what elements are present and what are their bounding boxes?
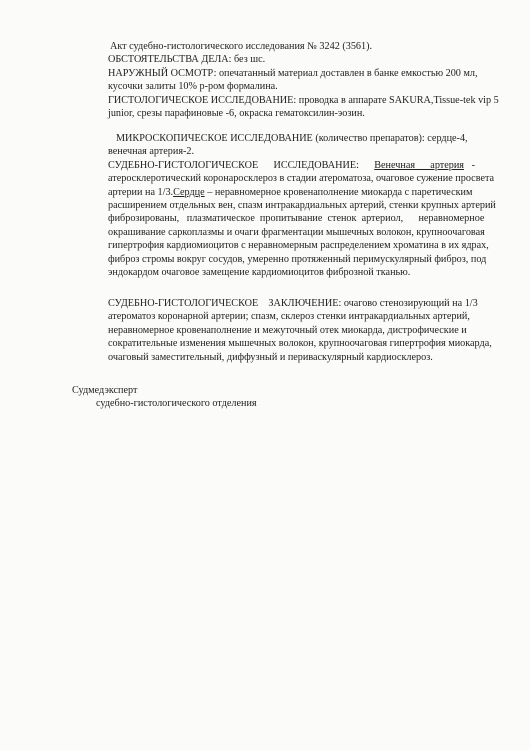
- heart-heading: Сердце: [173, 186, 205, 198]
- header-section: [108, 40, 524, 120]
- conclusion-line-2: атероматоз коронарной артерии; спазм, склероз стенки интракардиальных артерий,: [108, 311, 470, 323]
- coronary-artery-heading: Венечная артерия: [374, 159, 464, 171]
- act-title: Акт судебно-гистологического исследования № 3242 (3561).: [110, 41, 373, 52]
- microscopic-line-2: венечная артерия-2.: [108, 146, 195, 158]
- microscopic-line-1: МИКРОСКОПИЧЕСКОЕ ИССЛЕДОВАНИЕ (количество препаратов): сердце-4,: [116, 133, 468, 144]
- microscopic-line-9: гипертрофия кардиомиоцитов с неравномерным распределением хроматина в их ядрах,: [108, 240, 489, 252]
- conclusion-section: [108, 297, 524, 364]
- line-5-start: артерии на 1/3.: [108, 186, 174, 198]
- microscopic-line-11: эндокардом очаговое замещение кардиомиоцитов фиброзной тканью.: [108, 267, 411, 279]
- microscopic-line-7: фиброзированы, плазматическое пропитывание стенок артериол, неравномерное: [108, 213, 485, 225]
- conclusion-line-1: СУДЕБНО-ГИСТОЛОГИЧЕСКОЕ ЗАКЛЮЧЕНИЕ: очагово стенозирующий на 1/3: [108, 298, 478, 309]
- microscopic-line-6: расширением отдельных вен, спазм интракардиальных артерий, стенки крупных артерий: [108, 200, 496, 212]
- histology-line-2: junior, срезы парафиновые -6, окраска гематоксилин-эозин.: [108, 108, 365, 120]
- microscopic-line-8: окрашивание саркоплазмы и очаги фрагментации мышечных волокон, крупноочаговая: [108, 226, 485, 238]
- histology-line-1: ГИСТОЛОГИЧЕСКОЕ ИССЛЕДОВАНИЕ: проводка в аппарате SAKURA,Tissue-tek vip 5: [108, 94, 499, 106]
- signature-section: [72, 384, 372, 411]
- signature-department: судебно-гистологического отделения: [96, 398, 257, 410]
- conclusion-line-3: неравномерное кровенаполнение и межуточный отек миокарда, дистрофические и: [108, 324, 467, 336]
- microscopic-section: [108, 132, 524, 279]
- external-exam-line-1: НАРУЖНЫЙ ОСМОТР: опечатанный материал доставлен в банке емкостью 200 мл,: [108, 67, 478, 79]
- circumstances-line: ОБСТОЯТЕЛЬСТВА ДЕЛА: без шс.: [108, 54, 266, 66]
- conclusion-line-5: очаговый заместительный, диффузный и периваскулярный кардиосклероз.: [108, 351, 433, 363]
- microscopic-line-3: [108, 159, 524, 172]
- line-5-end: – неравномерное кровенаполнение миокарда с паретическим: [204, 186, 473, 198]
- forensic-exam-label: СУДЕБНО-ГИСТОЛОГИЧЕСКОЕ ИССЛЕДОВАНИЕ:: [108, 159, 359, 171]
- microscopic-line-4: атеросклеротический коронаросклероз в стадии атероматоза, очаговое сужение просвета: [108, 173, 495, 185]
- external-exam-line-2: кусочки залиты 10% р-ром формалина.: [108, 81, 278, 93]
- signature-title: Судмедэксперт: [72, 385, 138, 396]
- line-3-dash: -: [471, 159, 476, 171]
- microscopic-line-10: фиброз стромы вокруг сосудов, умеренно протяженный перимускулярный фиброз, под: [108, 253, 487, 265]
- microscopic-line-5: [108, 186, 524, 199]
- conclusion-line-4: сократительные изменения мышечных волокон, крупноочаговая гипертрофия миокарда,: [108, 338, 492, 350]
